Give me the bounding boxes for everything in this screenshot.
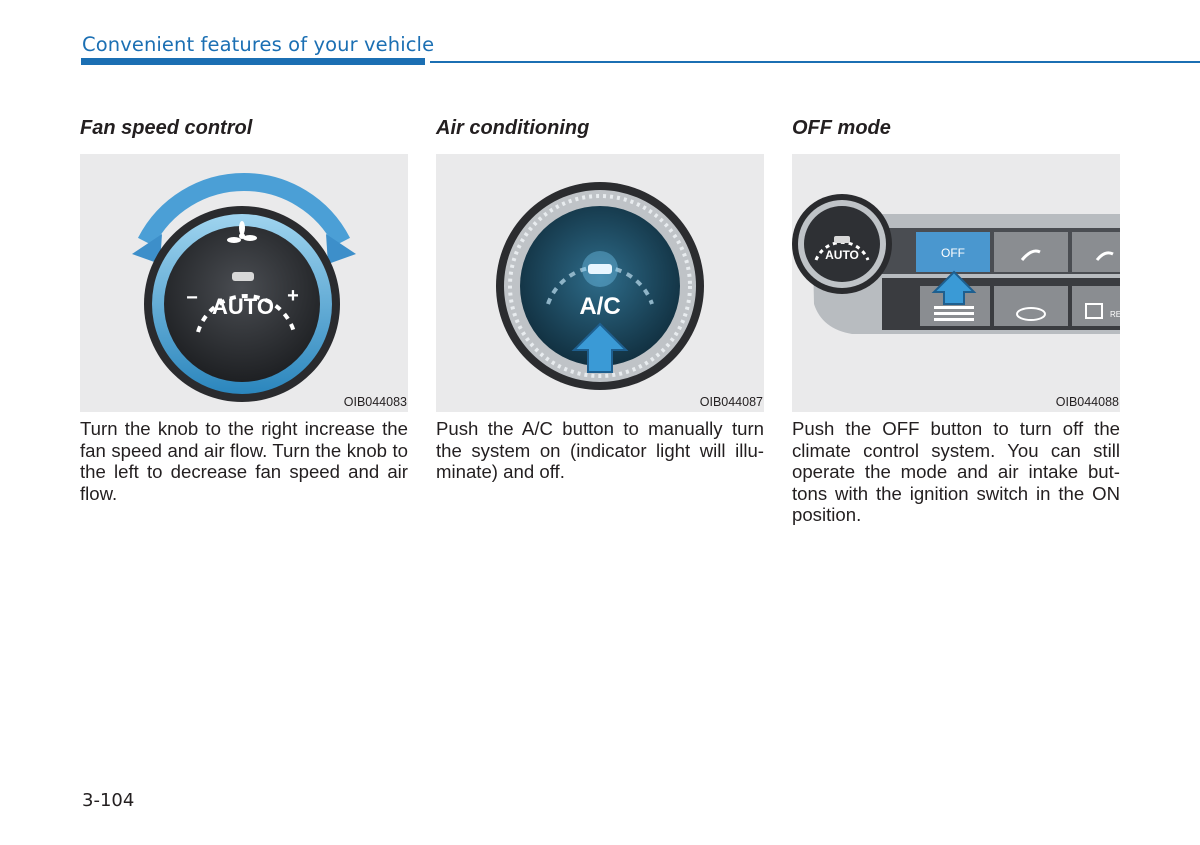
- knob-label: AUTO: [825, 248, 859, 262]
- minus-sign: −: [186, 287, 198, 309]
- section-title: Air conditioning: [436, 117, 590, 139]
- section-description: Push the A/C button to manually turn the system on (indicator light will illu-minate) and off.: [436, 418, 764, 482]
- section-title: Fan speed control: [80, 117, 253, 139]
- section-off-mode: [792, 114, 1120, 526]
- ac-knob-illustration: [436, 154, 764, 412]
- header-rule-thick: [81, 58, 425, 65]
- re-label: RE: [1110, 310, 1122, 319]
- section-description: Turn the knob to the right increase the fan speed and air flow. Turn the knob to the left to decrease fan speed and air flow.: [80, 418, 408, 504]
- section-title: OFF mode: [792, 117, 891, 139]
- figure-code: OIB044083: [343, 395, 407, 409]
- figure-code: OIB044087: [699, 395, 763, 409]
- header-title: Convenient features of your vehicle: [82, 33, 435, 56]
- off-label: OFF: [941, 246, 965, 260]
- section-fan-speed: [80, 114, 408, 504]
- page-number: 3-104: [82, 790, 135, 811]
- fan-knob-illustration: [80, 154, 408, 412]
- indicator-light-icon: [582, 251, 618, 287]
- control-panel-illustration: [792, 154, 1120, 412]
- header-rule-thin: [430, 61, 1200, 63]
- section-description: Push the OFF button to turn off the climate control system. You can still operate the mode and air intake but-tons with the ignition switch in the ON position.: [792, 418, 1120, 525]
- air-conditioning-figure: [436, 154, 764, 412]
- off-mode-figure: [792, 154, 1120, 412]
- figure-code: OIB044088: [1055, 395, 1119, 409]
- knob-label: A/C: [579, 293, 621, 320]
- fan-speed-figure: [80, 154, 408, 412]
- plus-sign: +: [287, 285, 299, 307]
- section-air-conditioning: [436, 114, 764, 483]
- knob-label: AUTO: [212, 294, 274, 319]
